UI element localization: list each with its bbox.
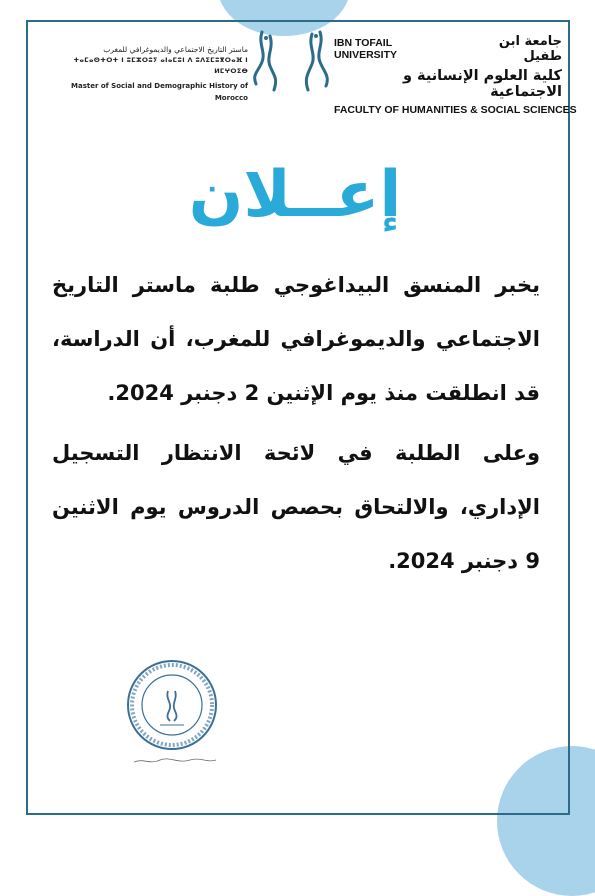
master-name-english: Master of Social and Demographic History of Morocco — [71, 82, 248, 102]
master-program-block — [38, 44, 248, 104]
announcement-title: إعــلان — [188, 158, 402, 232]
faculty-name-english: FACULTY OF HUMANITIES & SOCIAL SCIENCES — [334, 104, 577, 116]
university-name-english: IBN TOFAIL UNIVERSITY — [334, 37, 398, 61]
announcement-body — [52, 258, 540, 588]
announcement-paragraph-1: يخبر المنسق البيداغوجي طلبة ماستر التاريخ الاجتماعي والديموغرافي للمغرب، أن الدراسة، قد انطلقت منذ يوم الإثنين 2 دجنبر 2024. — [52, 273, 540, 405]
university-name-arabic: جامعة ابن طفيل — [498, 34, 562, 64]
faculty-logo-icon — [300, 28, 334, 98]
university-block — [334, 34, 577, 116]
announcement-paragraph-2: وعلى الطلبة في لائحة الانتظار التسجيل الإداري، والالتحاق بحصص الدروس يوم الاثنين 9 دجنبر 2024. — [52, 441, 540, 573]
master-logo-icon — [248, 28, 282, 98]
master-name-arabic: ماستر التاريخ الاجتماعي والديموغرافي للمغرب — [103, 45, 248, 54]
faculty-name-arabic: كلية العلوم الإنسانية و الاجتماعية — [402, 68, 562, 100]
signature-mark — [130, 756, 220, 766]
letterhead — [28, 22, 577, 116]
master-name-tifinagh: ⵜⴰⵎⴰⵙⵜⵔⵜ ⵏ ⵓⵎⵣⵔⵓⵢ ⴰⵏⴰⵎⵓⵏ ⴷ ⵓⴷⵉⵎⵓⴳⵔⴰⴼ ⵏ ⵍⵎⵖⵔⵉⴱ — [73, 56, 248, 75]
official-stamp-seal — [124, 657, 220, 753]
